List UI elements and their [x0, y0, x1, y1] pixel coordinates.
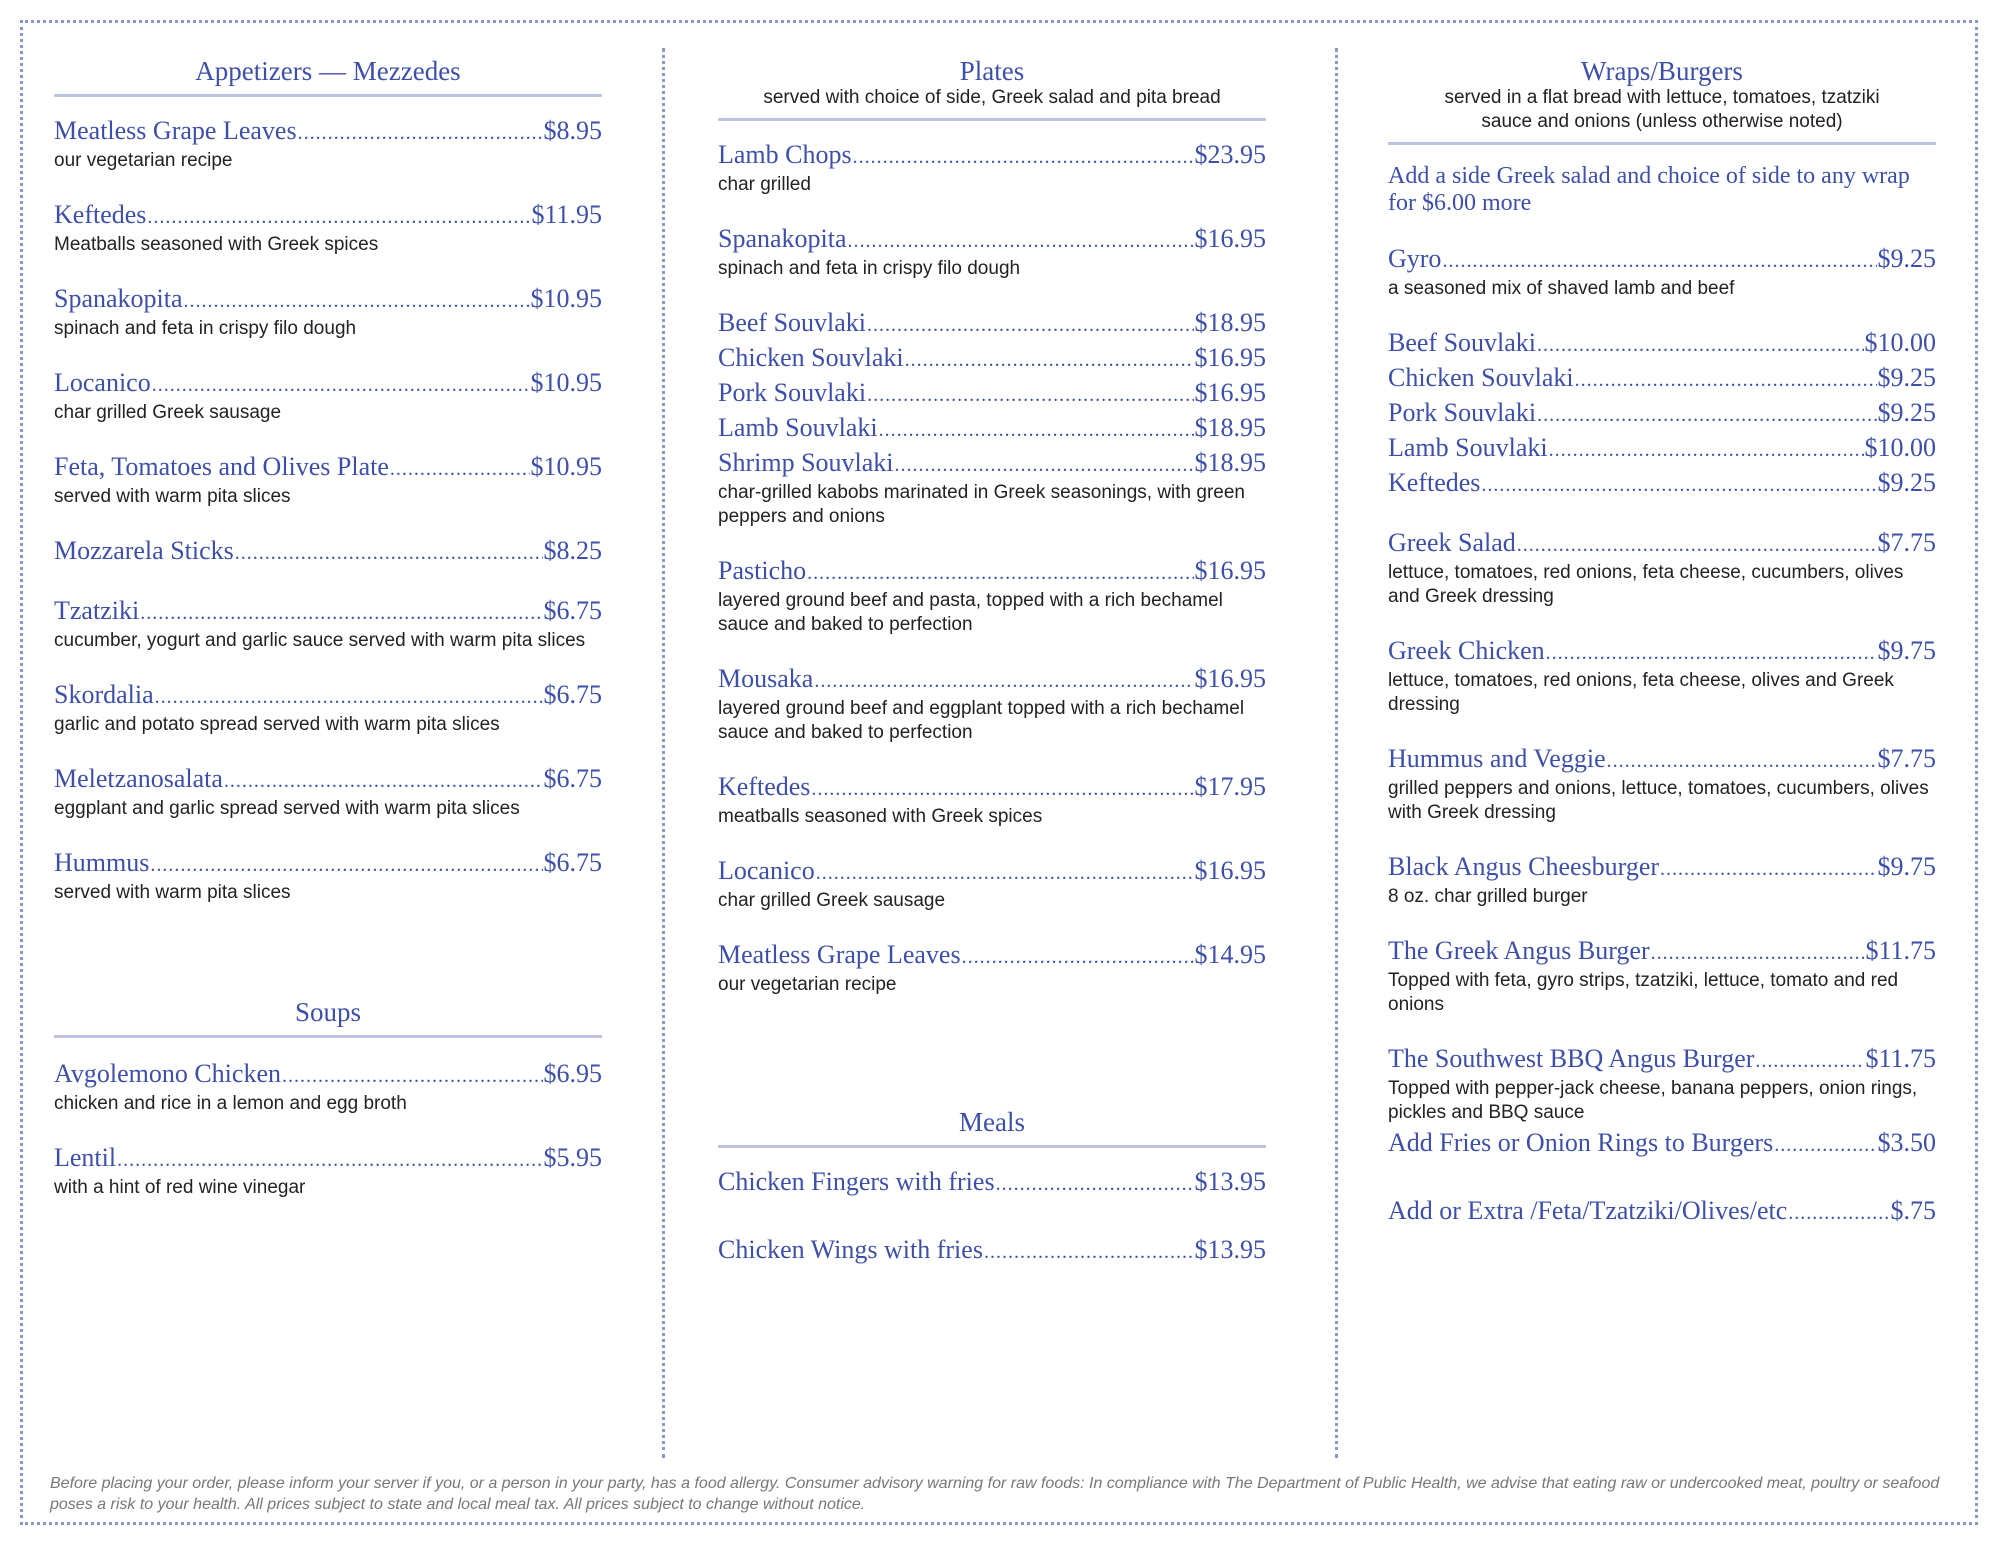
item-name: Pork Souvlaki [718, 378, 867, 407]
column-divider [1335, 48, 1339, 1458]
column-plates-meals [718, 48, 1266, 1268]
menu-item [718, 663, 1266, 745]
item-price: $16.95 [1194, 664, 1266, 693]
item-desc: spinach and feta in crispy filo dough [54, 318, 357, 339]
item-name: The Southwest BBQ Angus Burger [1388, 1044, 1755, 1073]
item-desc: served with warm pita slices [54, 486, 291, 507]
item-price: $23.95 [1194, 140, 1266, 169]
menu-item [1388, 1127, 1936, 1161]
item-desc: lettuce, tomatoes, red onions, feta cheese, cucumbers, olives and Greek dressing [1388, 562, 1904, 607]
item-name: Shrimp Souvlaki [718, 448, 894, 477]
item-price: $17.95 [1194, 772, 1266, 801]
item-price: $6.75 [543, 680, 602, 709]
item-price: $9.75 [1877, 852, 1936, 881]
menu-item [1388, 743, 1936, 825]
item-price: $16.95 [1194, 856, 1266, 885]
item-name: Pork Souvlaki [1388, 398, 1537, 427]
menu-item [1388, 362, 1936, 396]
item-name: Spanakopita [54, 284, 183, 313]
item-price: $14.95 [1194, 940, 1266, 969]
item-desc: served with warm pita slices [54, 882, 291, 903]
section-rule [54, 94, 602, 97]
item-price: $9.25 [1877, 398, 1936, 427]
wraps-note: Add a side Greek salad and choice of side to any wrap for $6.00 more [1388, 163, 1910, 216]
item-name: Add or Extra /Feta/Tzatziki/Olives/etc [1388, 1196, 1788, 1225]
section-title-wraps: Wraps/Burgers [1581, 56, 1743, 86]
item-desc: char grilled Greek sausage [718, 890, 946, 911]
menu-item [718, 855, 1266, 913]
menu-item [54, 763, 602, 821]
item-name: Hummus [54, 848, 150, 877]
item-name: Beef Souvlaki [1388, 328, 1537, 357]
item-name: Lentil [54, 1143, 117, 1172]
item-price: $10.00 [1864, 328, 1936, 357]
item-price: $16.95 [1194, 556, 1266, 585]
item-name: Greek Salad [1388, 528, 1516, 557]
section-rule [718, 118, 1266, 121]
item-price: $8.25 [543, 536, 602, 565]
menu-item [1388, 432, 1936, 466]
item-price: $6.75 [543, 764, 602, 793]
item-price: $3.50 [1877, 1128, 1936, 1157]
menu-item [54, 1058, 602, 1116]
item-price: $10.95 [530, 452, 602, 481]
item-price: $18.95 [1194, 448, 1266, 477]
item-name: Greek Chicken [1388, 636, 1545, 665]
section-rule [718, 1145, 1266, 1148]
menu-item [718, 139, 1266, 197]
item-desc: layered ground beef and pasta, topped with a rich bechamel sauce and baked to perfection [718, 590, 1223, 635]
item-price: $9.25 [1877, 363, 1936, 392]
item-price: $13.95 [1194, 1235, 1266, 1264]
item-name: Pasticho [718, 556, 807, 585]
item-price: $9.75 [1877, 636, 1936, 665]
appetizers-list [54, 115, 602, 905]
menu-item [54, 847, 602, 905]
item-price: $5.95 [543, 1143, 602, 1172]
item-price: $13.95 [1194, 1167, 1266, 1196]
menu-item [54, 1142, 602, 1200]
item-name: Beef Souvlaki [718, 308, 867, 337]
item-desc: chicken and rice in a lemon and egg broth [54, 1093, 407, 1114]
item-name: Mousaka [718, 664, 814, 693]
item-price: $16.95 [1194, 378, 1266, 407]
item-price: $7.75 [1877, 528, 1936, 557]
section-title-plates: Plates [959, 56, 1025, 86]
item-name: Lamb Chops [718, 140, 852, 169]
item-desc: char grilled [718, 174, 811, 195]
section-rule [54, 1035, 602, 1038]
item-name: Chicken Souvlaki [1388, 363, 1574, 392]
item-desc: lettuce, tomatoes, red onions, feta cheese, olives and Greek dressing [1388, 670, 1894, 715]
allergy-disclaimer: Before placing your order, please inform your server if you, or a person in your party, has a food allergy. Consumer advisory warning for raw foods: In compliance with The Department of Public Health, we advise that eating raw or undercooked meat, poultry or seafood poses a risk to your health. All prices subject to state and local meal tax. All prices subject to change without notice. [50, 1475, 1940, 1513]
section-title-meals: Meals [959, 1107, 1025, 1137]
item-name: Locanico [718, 856, 815, 885]
item-price: $16.95 [1194, 224, 1266, 253]
item-name: Meatless Grape Leaves [54, 116, 297, 145]
section-title-soups: Soups [294, 997, 362, 1027]
menu-item [1388, 527, 1936, 609]
item-name: Chicken Fingers with fries [718, 1167, 995, 1196]
menu-item [54, 367, 602, 425]
menu-item [1388, 467, 1936, 501]
menu-item [1388, 243, 1936, 301]
item-price: $10.95 [530, 368, 602, 397]
menu-item [718, 223, 1266, 281]
item-price: $18.95 [1194, 308, 1266, 337]
item-name: Avgolemono Chicken [54, 1059, 281, 1088]
menu-item [54, 115, 602, 173]
item-desc: char grilled Greek sausage [54, 402, 282, 423]
item-name: Meletzanosalata [54, 764, 223, 793]
section-subtitle-wraps: served in a flat bread with lettuce, tomatoes, tzatziki sauce and onions (unless otherwise noted) [1444, 87, 1880, 132]
menu-item [718, 555, 1266, 637]
item-price: $16.95 [1194, 343, 1266, 372]
menu-item [718, 771, 1266, 829]
item-desc: our vegetarian recipe [718, 974, 897, 995]
menu-item [54, 679, 602, 737]
menu-item [1388, 397, 1936, 431]
item-desc: a seasoned mix of shaved lamb and beef [1388, 278, 1735, 299]
item-name: Add Fries or Onion Rings to Burgers [1388, 1128, 1774, 1157]
item-desc: garlic and potato spread served with warm pita slices [54, 714, 500, 735]
section-title-appetizers: Appetizers — Mezzedes [195, 56, 461, 86]
menu-item [718, 377, 1266, 411]
item-price: $.75 [1890, 1196, 1936, 1225]
item-price: $9.25 [1877, 468, 1936, 497]
item-desc: 8 oz. char grilled burger [1388, 886, 1588, 907]
menu-item [1388, 1043, 1936, 1125]
item-desc: Topped with feta, gyro strips, tzatziki, lettuce, tomato and red onions [1388, 970, 1899, 1015]
column-appetizers-soups [54, 48, 602, 1200]
item-price: $18.95 [1194, 413, 1266, 442]
menu-item [718, 1234, 1266, 1268]
menu-item [718, 939, 1266, 997]
menu-item [718, 307, 1266, 341]
menu-item [54, 451, 602, 509]
menu-item [1388, 851, 1936, 909]
item-name: Chicken Wings with fries [718, 1235, 983, 1264]
menu-item [54, 283, 602, 341]
item-desc: Meatballs seasoned with Greek spices [54, 234, 379, 255]
item-name: Hummus and Veggie [1388, 744, 1606, 773]
menu-item [718, 1166, 1266, 1200]
item-name: Lamb Souvlaki [718, 413, 878, 442]
section-rule [1388, 142, 1936, 145]
item-price: $11.95 [531, 200, 602, 229]
item-price: $11.75 [1865, 1044, 1936, 1073]
item-name: Keftedes [54, 200, 147, 229]
menu-item [54, 535, 602, 569]
menu-item [718, 412, 1266, 446]
item-price: $7.75 [1877, 744, 1936, 773]
item-desc: char-grilled kabobs marinated in Greek seasonings, with green peppers and onions [718, 482, 1245, 527]
item-name: Chicken Souvlaki [718, 343, 904, 372]
item-desc: grilled peppers and onions, lettuce, tomatoes, cucumbers, olives with Greek dressing [1388, 778, 1929, 823]
item-name: Skordalia [54, 680, 154, 709]
item-name: Feta, Tomatoes and Olives Plate [54, 452, 389, 481]
item-name: The Greek Angus Burger [1388, 936, 1650, 965]
menu-item [718, 447, 1266, 529]
menu-item [1388, 1195, 1936, 1229]
item-name: Keftedes [1388, 468, 1481, 497]
item-name: Tzatziki [54, 596, 140, 625]
item-name: Mozzarela Sticks [54, 536, 234, 565]
item-name: Gyro [1388, 244, 1442, 273]
item-desc: eggplant and garlic spread served with warm pita slices [54, 798, 520, 819]
item-name: Lamb Souvlaki [1388, 433, 1548, 462]
item-name: Meatless Grape Leaves [718, 940, 961, 969]
menu-item [718, 342, 1266, 376]
item-price: $6.95 [543, 1059, 602, 1088]
menu-item [1388, 327, 1936, 361]
item-desc: layered ground beef and eggplant topped with a rich bechamel sauce and baked to perfection [718, 698, 1245, 743]
item-desc: Topped with pepper-jack cheese, banana peppers, onion rings, pickles and BBQ sauce [1388, 1078, 1918, 1123]
item-price: $10.95 [530, 284, 602, 313]
item-desc: cucumber, yogurt and garlic sauce served with warm pita slices [54, 630, 586, 651]
item-desc: with a hint of red wine vinegar [54, 1177, 306, 1198]
item-price: $10.00 [1864, 433, 1936, 462]
item-price: $6.75 [543, 848, 602, 877]
item-desc: our vegetarian recipe [54, 150, 233, 171]
menu-item [54, 595, 602, 653]
item-price: $6.75 [543, 596, 602, 625]
menu-item [1388, 935, 1936, 1017]
menu-item [54, 199, 602, 257]
menu-item [1388, 635, 1936, 717]
item-price: $11.75 [1865, 936, 1936, 965]
section-subtitle-plates: served with choice of side, Greek salad and pita bread [763, 87, 1221, 108]
item-desc: meatballs seasoned with Greek spices [718, 806, 1043, 827]
column-divider [662, 48, 666, 1458]
item-price: $9.25 [1877, 244, 1936, 273]
item-desc: spinach and feta in crispy filo dough [718, 258, 1021, 279]
item-name: Locanico [54, 368, 151, 397]
item-name: Keftedes [718, 772, 811, 801]
item-price: $8.95 [543, 116, 602, 145]
item-name: Spanakopita [718, 224, 847, 253]
item-name: Black Angus Cheesburger [1388, 852, 1660, 881]
column-wraps-burgers [1388, 48, 1936, 1229]
